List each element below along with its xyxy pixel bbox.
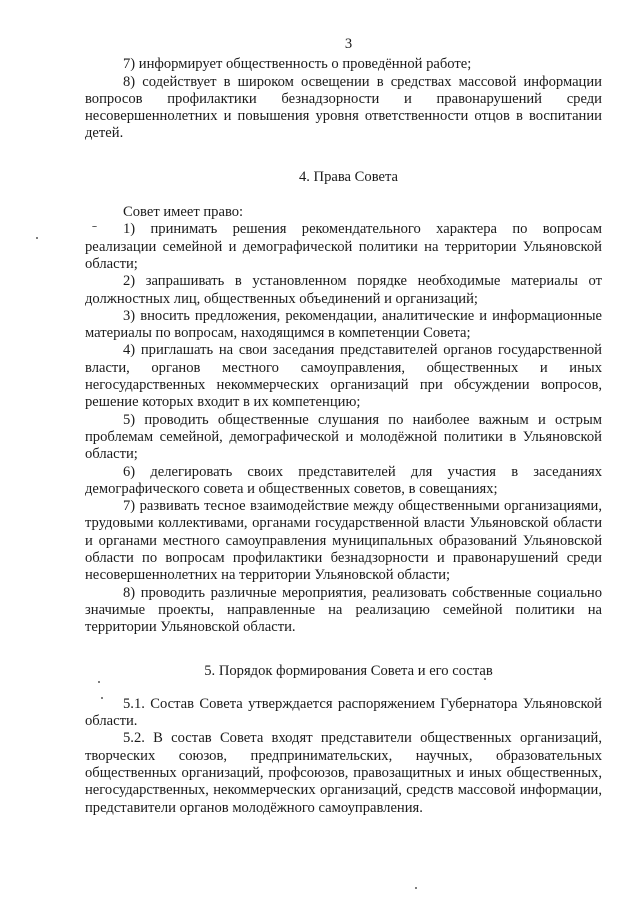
section-heading-formation: 5. Порядок формирования Совета и его состав [204, 662, 493, 679]
document-page [85, 36, 602, 817]
list-item: 5.1. Состав Совета утверждается распоряжением Губернатора Ульяновской области. [85, 695, 602, 730]
scan-speck [415, 887, 417, 889]
list-item: 8) проводить различные мероприятия, реализовать собственные социально значимые проекты, направленные на реализацию семейной политики на территории Ульяновской области. [85, 584, 602, 636]
list-item: 8) содействует в широком освещении в средствах массовой информации вопросов профилактики безнадзорности и правонарушений среди несовершеннолетних и повышения уровня ответственности отцов в воспитании детей. [85, 73, 602, 142]
scan-speck [36, 237, 38, 239]
list-item: 5) проводить общественные слушания по наиболее важным и острым проблемам семейной, демографической и молодёжной политики в Ульяновской области; [85, 411, 602, 463]
list-item: 4) приглашать на свои заседания представителей органов государственной власти, органов местного самоуправления, общественных и иных негосударственных некоммерческих организаций при обсуждении вопросов, решение которых входит в их компетенцию; [85, 342, 602, 411]
scan-speck [98, 681, 100, 683]
list-item: 6) делегировать своих представителей для участия в заседаниях демографического совета и общественных советов, в совещаниях; [85, 463, 602, 497]
section-intro: Совет имеет право: [123, 204, 244, 221]
list-item: 2) запрашивать в установленном порядке необходимые материалы от должностных лиц, общественных объединений и организаций; [85, 273, 602, 307]
section-heading-rights: 4. Права Совета [298, 168, 399, 185]
scan-speck [101, 697, 103, 699]
list-item: 1) принимать решения рекомендательного характера по вопросам реализации семейной и демографической политики на территории Ульяновской области; [85, 221, 602, 272]
list-item: 5.2. В состав Совета входят представители общественных организаций, творческих союзов, предпринимательских, научных, образовательных общественных организаций, профсоюзов, правозащитных и иных общественных, негосударственных, некоммерческих организаций, средств массовой информации, представители органов молодёжного самоуправления. [85, 730, 602, 816]
scan-speck [484, 678, 486, 680]
scan-speck [92, 226, 97, 227]
list-item: 3) вносить предложения, рекомендации, аналитические и информационные материалы по вопросам, находящимся в компетенции Совета; [85, 307, 602, 342]
list-item: 7) развивать тесное взаимодействие между общественными организациями, трудовыми коллективами, органами государственной власти Ульяновской области и органами местного самоуправления муниципальных образований Ульяновской области по вопросам профилактики безнадзорности и правонарушений среди несовершеннолетних на территории Ульяновской области; [85, 498, 602, 584]
list-item: 7) информирует общественность о проведённой работе; [123, 56, 472, 73]
page-number: 3 [344, 36, 353, 52]
